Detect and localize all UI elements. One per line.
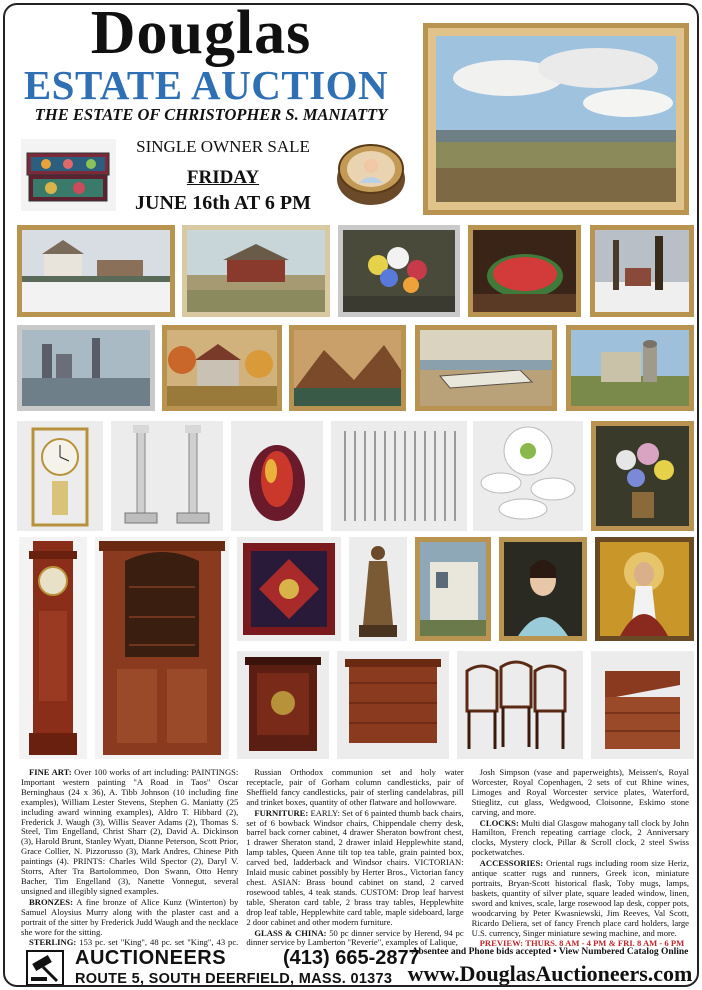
tall-case-clock-photo <box>19 537 87 759</box>
preview-paragraph: PREVIEW: THURS. 8 AM - 4 PM & FRI. 8 AM - 6 PM <box>479 938 685 948</box>
auction-flyer <box>3 3 699 987</box>
fine-art-paragraph: FINE ART: Over 100 works of art including: PAINTINGS: Important western painting "A Road in Taos" Oscar Berninghaus (24 x 36), A. Tibb Johnson (10 including fine examples), William Lester Stevens, Stephen G. Maniatty (25 including award winning examples), Aldro T. Hibbard (2), Frederick J. Waugh (3), Willis Seaver Adams (2), Thomas S. Steel, Tim Engelland, Christ Sharr (2), David A. Dickinson (3), Harold Brunt, Stanley Wyatt, Dianne Peterson, Scott Prior, Grace Collier, N. Pizzorusso (3), Mark Andres, Chinese Pith paintings (4). PRINTS: Charles Wild Spector (2), Daryl V. Storrs, After Tra Bartolommeo, Don Swann, Otto Henry Bacher, Tim Engelland (3), Nanette Vonnegut, several unsigned and illegibly signed examples. <box>21 768 239 896</box>
red-barn-painting <box>182 225 330 317</box>
estate-name: THE ESTATE OF CHRISTOPHER S. MANIATTY <box>34 105 388 124</box>
auctioneers-label: AUCTIONEERS <box>75 947 227 969</box>
music-cabinet-photo <box>237 651 329 759</box>
farm-silo-painting <box>566 325 694 411</box>
chippendale-desk-photo <box>591 651 694 759</box>
clocks-paragraph: CLOCKS: Multi dial Glasgow mahogany tall clock by John Hamilton, French repeating carriage clock, 2 Anniversary clocks, Mystery clock, Pillar & Scroll clock, 2 steel Swiss pocketwatches. <box>471 817 689 858</box>
phone-number: (413) 665-2877 <box>283 947 420 969</box>
catalog-column-2 <box>246 768 463 948</box>
greek-icon-painting <box>595 537 694 641</box>
sterling-continued-paragraph: Russian Orthodox communion set and holy water receptacle, pair of Gorham column candlesticks, pair of Sheffield fancy candlesticks, pair of sterling candelabras, pill and trinket boxes, quantity of other flatware and hollowware. <box>246 768 464 807</box>
beached-boat-painting <box>415 325 557 411</box>
white-house-painting <box>415 537 491 641</box>
china-dinnerware-photo <box>473 421 583 531</box>
catalog-column-1 <box>21 768 238 948</box>
brand-logo-text: Douglas <box>90 3 312 67</box>
oriental-rug-photo <box>237 537 341 641</box>
large-landscape-painting <box>423 23 689 215</box>
sterling-flatware-photo <box>331 421 467 531</box>
bowfront-chest-photo <box>337 651 449 759</box>
woman-portrait-painting <box>499 537 587 641</box>
autumn-house-painting <box>162 325 282 411</box>
art-glass-vase-photo <box>231 421 323 531</box>
single-owner-label: SINGLE OWNER SALE <box>136 137 310 156</box>
bronzes-paragraph: BRONZES: A fine bronze of Alice Kunz (Winterton) by Samuel Aloysius Murry along with the plaster cast and a portrait of the sitter by Frederick Judd Waugh and the necklace she wore for the sitting. <box>21 896 239 937</box>
carriage-clock-photo <box>17 421 103 531</box>
flower-still-life-painting <box>338 225 460 317</box>
sale-date: JUNE 16th AT 6 PM <box>135 192 311 214</box>
website-link[interactable]: www.DouglasAuctioneers.com <box>407 961 693 986</box>
watermelon-still-life-painting <box>468 225 581 317</box>
absentee-bids-note: Absentee and Phone bids accepted • View Numbered Catalog Online <box>411 947 689 957</box>
accessories-paragraph: ACCESSORIES: Oriental rugs including room size Heriz, antique scatter rugs and runners, Greek icon, miniature portraits, Bryan-Scott historical flask, Toby mugs, lamps, baskets, quantity of silver plate, square leaded window, linen, sword and knives, scale, large rosewood lap desk, copper pots, woodcarving by Peter Kwasniewski, Jim Reeves, Val Scott, Ricardo Deliera, set of fancy French place card holders, large U.S. currency, Singer miniature sewing machine, and more. <box>471 858 689 938</box>
windsor-chairs-photo <box>457 651 583 759</box>
auction-title: ESTATE AUCTION <box>23 62 389 108</box>
corner-cabinet-photo <box>95 537 229 759</box>
furniture-paragraph: FURNITURE: EARLY: Set of 6 painted thumb back chairs, set of 6 bowback Windsor chairs, Chippendale cherry desk, barrel back corner cabinet, 4 drawer Sheraton bowfront chest, 1 drawer Sheraton stand, 2 drawer inlaid Hepplewhite stand, lamp tables, Queen Anne tilt top tea table, grain painted box, carved bed, ladderback and Windsor chairs. VICTORIAN: Inlaid music cabinet possibly by Herter Bros., Victorian fancy chest. ASIAN: Brass bound cabinet on stand, 2 carved rosewood tables, 4 teak stands. CUSTOM: Drop leaf harvest table, Sheraton card table, 2 brass tray tables, Hepplewhite drop leaf table, Hepplewhite card table, maple sideboard, large 2 door cabinet and other modern furniture. <box>246 807 464 927</box>
glass-china-paragraph: GLASS & CHINA: 50 pc dinner service by Herend, 94 pc dinner service by Lamberton "Reverie", examples of Lalique, <box>246 927 464 948</box>
bronze-sculpture-photo <box>349 537 407 641</box>
gavel-logo-icon <box>25 949 65 987</box>
portrait-box-photo <box>333 139 409 211</box>
address: ROUTE 5, SOUTH DEERFIELD, MASS. 01373 <box>75 971 393 987</box>
catalog-column-3 <box>472 768 689 948</box>
harbor-city-painting <box>17 325 155 411</box>
rocky-landscape-painting <box>289 325 406 411</box>
catalog-description <box>21 768 689 948</box>
winter-farmhouse-painting <box>17 225 175 317</box>
enamel-box-photo <box>21 139 116 211</box>
footer <box>5 945 699 987</box>
sale-day: FRIDAY <box>186 167 260 188</box>
candlesticks-photo <box>111 421 223 531</box>
winter-forest-painting <box>590 225 694 317</box>
floral-bouquet-painting <box>591 421 694 531</box>
glass-continued-paragraph: Josh Simpson (vase and paperweights), Meissen's, Royal Worcester, Royal Copenhagen, 2 sets of cut Rhine wines, Limoges and Royal Worcester service plates, Waterford, Stieglitz, cut glass, Wedgwood, Cloisonne, Eskimo stone carving, and more. <box>471 768 689 817</box>
sterling-paragraph: STERLING: 153 pc. set "King", 48 pc. set "King", 43 pc. <box>29 937 239 948</box>
